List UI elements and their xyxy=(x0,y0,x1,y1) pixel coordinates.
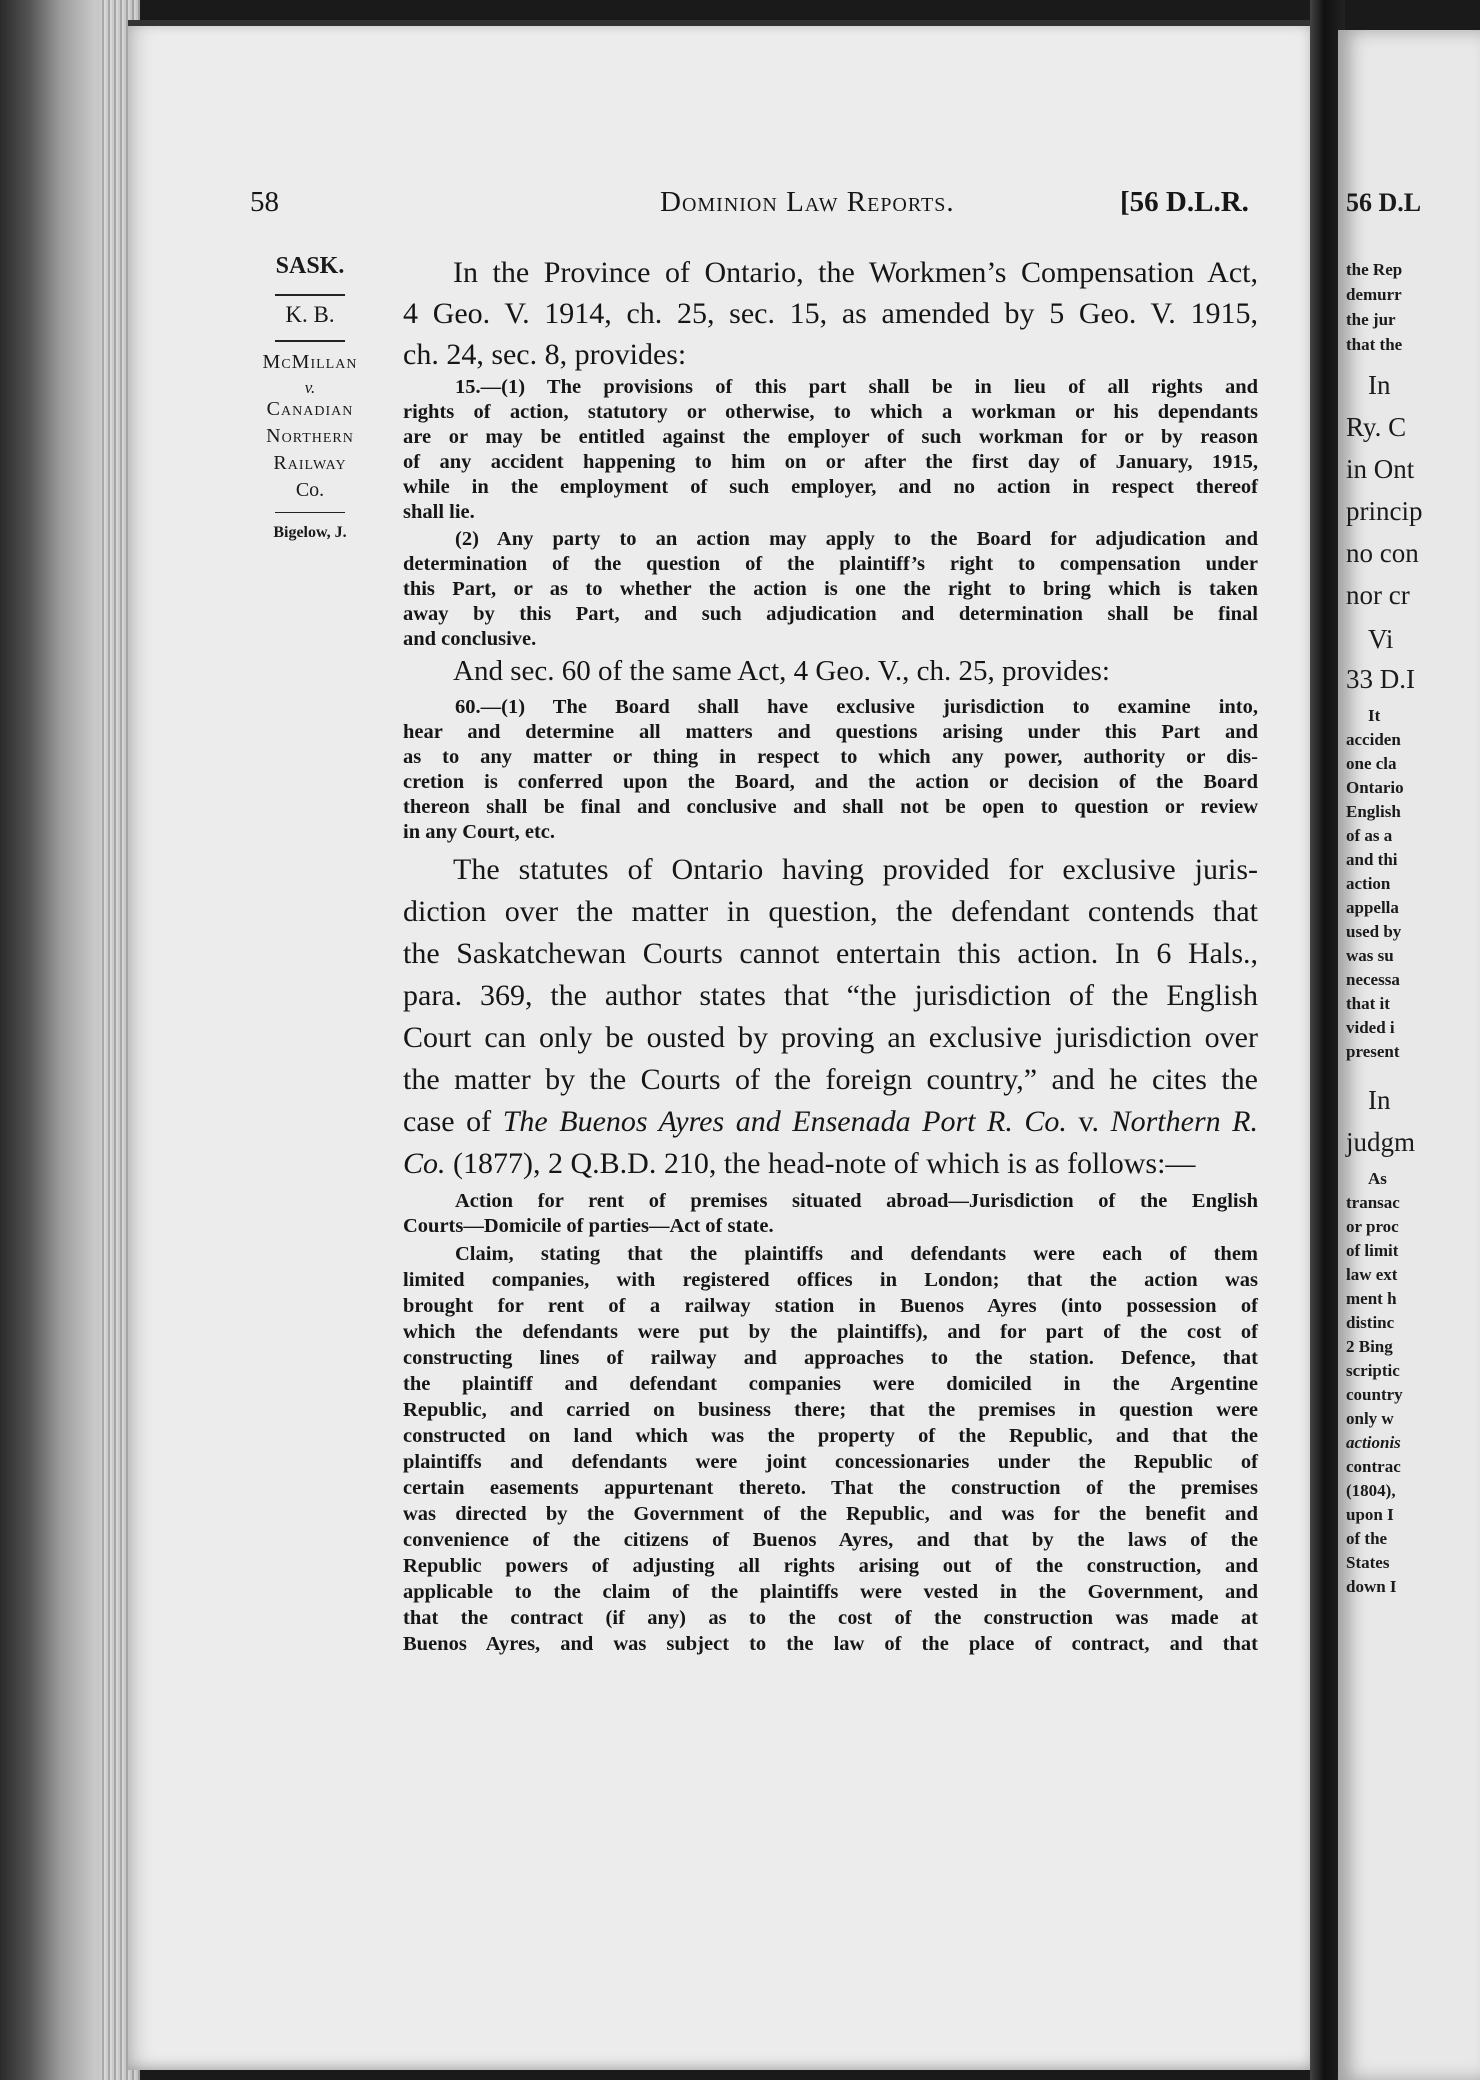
body-line: the Saskatchewan Courts cannot entertain this action. In 6 Hals., xyxy=(403,937,1258,970)
facing-line-fragment: Ontario xyxy=(1346,778,1404,797)
facing-line-fragment: or proc xyxy=(1346,1217,1399,1236)
body-line: The statutes of Ontario having provided for exclusive juris- xyxy=(453,853,1258,886)
body-line: Action for rent of premises situated abroad—Jurisdiction of the English xyxy=(455,1190,1258,1212)
sidenote-party2-line4: Co. xyxy=(295,479,325,501)
body-line: determination of the question of the plaintiff’s right to compensation under xyxy=(403,553,1258,575)
sidenote-party1: McMillan xyxy=(262,351,358,373)
facing-line-fragment: distinc xyxy=(1346,1313,1395,1332)
body-line: while in the employment of such employer, and no action in respect thereof xyxy=(403,476,1258,498)
facing-line-fragment: acciden xyxy=(1346,730,1401,749)
body-line: plaintiffs and defendants were joint concessionaries under the Republic of xyxy=(403,1451,1258,1473)
facing-line-fragment: ment h xyxy=(1346,1289,1397,1308)
facing-line-fragment: the jur xyxy=(1346,310,1396,329)
body-line: which the defendants were put by the plaintiffs), and for part of the cost of xyxy=(403,1321,1258,1343)
body-line: constructed on land which was the property of the Republic, and that the xyxy=(403,1425,1258,1447)
body-line: certain easements appurtenant thereto. That the construction of the premises xyxy=(403,1477,1258,1499)
facing-line-fragment: action xyxy=(1346,874,1391,893)
body-text: (1877), 2 Q.B.D. 210, the head-note of which is as follows:— xyxy=(445,1147,1196,1180)
facing-line-fragment: used by xyxy=(1346,922,1402,941)
facing-line-fragment: transac xyxy=(1346,1193,1400,1212)
facing-line-fragment: one cla xyxy=(1346,754,1397,773)
facing-line-fragment: no con xyxy=(1346,538,1419,568)
body-line: as to any matter or thing in respect to which any power, authority or dis- xyxy=(403,746,1258,768)
facing-line-fragment: law ext xyxy=(1346,1265,1398,1284)
body-line: brought for rent of a railway station in Buenos Ayres (into possession of xyxy=(403,1295,1258,1317)
facing-line-fragment: In xyxy=(1368,1085,1391,1115)
facing-line-fragment: down I xyxy=(1346,1577,1397,1596)
facing-line-fragment: necessa xyxy=(1346,970,1400,989)
body-line: applicable to the claim of the plaintiffs were vested in the Government, and xyxy=(403,1581,1258,1603)
body-line: away by this Part, and such adjudication and determination shall be final xyxy=(403,603,1258,625)
body-line: was directed by the Government of the Republic, and was for the benefit and xyxy=(403,1503,1258,1525)
body-line: cretion is conferred upon the Board, and the action or decision of the Board xyxy=(403,771,1258,793)
body-line: 4 Geo. V. 1914, ch. 25, sec. 15, as amended by 5 Geo. V. 1915, xyxy=(403,297,1258,330)
facing-line-fragment: present xyxy=(1346,1042,1400,1061)
body-line: constructing lines of railway and approaches to the station. Defence, that xyxy=(403,1347,1258,1369)
facing-line-fragment: and thi xyxy=(1346,850,1398,869)
facing-header: 56 D.L xyxy=(1346,188,1422,217)
facing-line-fragment: demurr xyxy=(1346,285,1402,304)
facing-line-fragment: judgm xyxy=(1346,1127,1416,1157)
body-line: Courts—Domicile of parties—Act of state. xyxy=(403,1215,774,1237)
body-line: are or may be entitled against the employer of such workman for or by reason xyxy=(403,426,1258,448)
facing-line-fragment: princip xyxy=(1346,496,1423,526)
body-line: shall lie. xyxy=(403,501,475,523)
running-title: Dominion Law Reports. xyxy=(660,186,955,218)
sidenote-judge: Bigelow, J. xyxy=(273,524,347,541)
body-line: this Part, or as to whether the action is one the right to bring which is taken xyxy=(403,578,1258,600)
facing-line-fragment: Vi xyxy=(1368,624,1394,654)
sidenote-rule xyxy=(275,294,345,296)
facing-line-fragment: actionis xyxy=(1346,1433,1401,1452)
body-line: limited companies, with registered offices in London; that the action was xyxy=(403,1269,1258,1291)
facing-line-fragment: was su xyxy=(1346,946,1394,965)
sidenote-court: K. B. xyxy=(285,302,335,327)
body-line: Court can only be ousted by proving an exclusive jurisdiction over xyxy=(403,1021,1258,1054)
sidenote-party2-line1: Canadian xyxy=(266,398,354,420)
volume-reference: [56 D.L.R. xyxy=(1120,186,1249,218)
body-text: v. xyxy=(1066,1105,1111,1138)
sidenote-rule xyxy=(275,340,345,342)
body-line: thereon shall be final and conclusive and shall not be open to question or review xyxy=(403,796,1258,818)
facing-line-fragment: It xyxy=(1368,706,1381,725)
facing-line-fragment: only w xyxy=(1346,1409,1394,1428)
facing-line-fragment: vided i xyxy=(1346,1018,1395,1037)
body-line: rights of action, statutory or otherwise, to which a workman or his dependants xyxy=(403,401,1258,423)
facing-line-fragment: of limit xyxy=(1346,1241,1399,1260)
facing-line-fragment: of the xyxy=(1346,1529,1388,1548)
body-line: convenience of the citizens of Buenos Ayres, and that by the laws of the xyxy=(403,1529,1258,1551)
sidenote-jurisdiction: SASK. xyxy=(275,253,345,279)
facing-line-fragment: 2 Bing xyxy=(1346,1337,1393,1356)
facing-line-fragment: nor cr xyxy=(1346,580,1410,610)
sidenote-party2-line2: Northern xyxy=(266,425,354,447)
facing-line-fragment: Ry. C xyxy=(1346,412,1407,442)
body-line xyxy=(403,1105,1258,1139)
facing-line-fragment: contrac xyxy=(1346,1457,1401,1476)
facing-line-fragment: of as a xyxy=(1346,826,1393,845)
facing-line-fragment: States xyxy=(1346,1553,1390,1572)
sidenote-rule xyxy=(275,512,345,513)
top-rule xyxy=(128,20,1318,26)
body-line: And sec. 60 of the same Act, 4 Geo. V., ch. 25, provides: xyxy=(453,655,1110,687)
body-line: Buenos Ayres, and was subject to the law of the place of contract, and that xyxy=(403,1633,1258,1655)
facing-line-fragment: that the xyxy=(1346,335,1403,354)
body-line: Claim, stating that the plaintiffs and defendants were each of them xyxy=(455,1243,1258,1265)
facing-line-fragment: that it xyxy=(1346,994,1390,1013)
facing-line-fragment: scriptic xyxy=(1346,1361,1400,1380)
body-line: 15.—(1) The provisions of this part shall be in lieu of all rights and xyxy=(455,376,1258,398)
body-line: para. 369, the author states that “the jurisdiction of the English xyxy=(403,979,1258,1012)
sidenote-versus: v. xyxy=(304,378,316,397)
facing-line-fragment: appella xyxy=(1346,898,1399,917)
facing-line-fragment: upon I xyxy=(1346,1505,1394,1524)
body-line: Republic powers of adjusting all rights arising out of the construction, and xyxy=(403,1555,1258,1577)
body-line: In the Province of Ontario, the Workmen’s Compensation Act, xyxy=(453,256,1258,289)
page-number: 58 xyxy=(250,186,279,218)
case-name: The Buenos Ayres and Ensenada Port R. Co. xyxy=(502,1105,1067,1138)
sidenote-party2-line3: Railway xyxy=(273,452,347,474)
body-line: hear and determine all matters and questions arising under this Part and xyxy=(403,721,1258,743)
body-line: the matter by the Courts of the foreign country,” and he cites the xyxy=(403,1063,1258,1096)
facing-line-fragment: English xyxy=(1346,802,1401,821)
case-name: Co. xyxy=(403,1147,446,1180)
body-line: that the contract (if any) as to the cost of the construction was made at xyxy=(403,1607,1258,1629)
body-line: of any accident happening to him on or after the first day of January, 1915, xyxy=(403,451,1258,473)
body-line: Republic, and carried on business there; that the premises in question were xyxy=(403,1399,1258,1421)
body-line: the plaintiff and defendant companies were domiciled in the Argentine xyxy=(403,1373,1258,1395)
body-line: 60.—(1) The Board shall have exclusive jurisdiction to examine into, xyxy=(455,696,1258,718)
facing-line-fragment: As xyxy=(1368,1169,1387,1188)
body-text: case of xyxy=(403,1105,492,1138)
facing-line-fragment: country xyxy=(1346,1385,1403,1404)
body-line xyxy=(403,1147,1258,1181)
case-name: Northern R. xyxy=(1110,1105,1259,1138)
facing-line-fragment: the Rep xyxy=(1346,260,1403,279)
body-line: diction over the matter in question, the defendant contends that xyxy=(403,895,1258,928)
body-line: ch. 24, sec. 8, provides: xyxy=(403,338,687,371)
body-line: (2) Any party to an action may apply to the Board for adjudication and xyxy=(455,528,1258,550)
facing-page xyxy=(1338,30,1480,2080)
facing-line-fragment: (1804), xyxy=(1346,1481,1396,1500)
facing-line-fragment: In xyxy=(1368,370,1391,400)
facing-line-fragment: 33 D.I xyxy=(1346,664,1415,694)
body-line: in any Court, etc. xyxy=(403,821,556,843)
body-line: and conclusive. xyxy=(403,628,537,650)
facing-line-fragment: in Ont xyxy=(1346,454,1415,484)
